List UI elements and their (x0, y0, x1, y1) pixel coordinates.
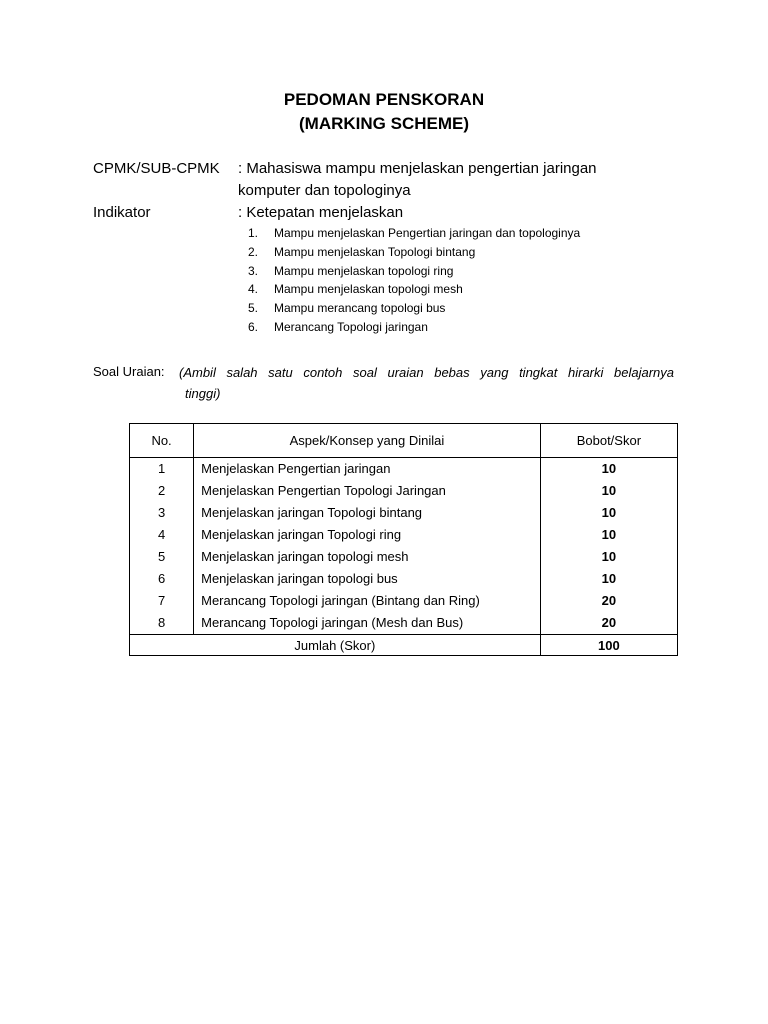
row-aspek: Menjelaskan jaringan Topologi ring (201, 527, 402, 542)
row-aspek: Menjelaskan jaringan topologi mesh (201, 549, 409, 564)
row-aspek: Menjelaskan jaringan topologi bus (201, 571, 398, 586)
indikator-item (238, 280, 580, 299)
row-bobot: 10 (601, 461, 617, 476)
row-aspek: Menjelaskan Pengertian Topologi Jaringan (201, 483, 446, 498)
row-bobot: 10 (601, 527, 617, 542)
indikator-item-number: 4. (248, 282, 259, 297)
document-title: PEDOMAN PENSKORAN (283, 90, 485, 109)
row-no: 5 (157, 549, 166, 564)
total-label: Jumlah (Skor) (130, 635, 541, 656)
table-header-row (130, 424, 678, 458)
indikator-list (238, 224, 580, 337)
indikator-item-number: 3. (248, 263, 259, 278)
soal-label: Soal Uraian: (93, 364, 165, 379)
soal-text-line1: (Ambil salah satu contoh soal uraian bebas yang tingkat hirarki belajarnya (179, 365, 674, 380)
indikator-item (238, 318, 580, 337)
row-bobot: 20 (601, 593, 617, 608)
row-no: 7 (157, 593, 166, 608)
row-bobot: 10 (601, 549, 617, 564)
row-aspek: Merancang Topologi jaringan (Mesh dan Bus) (201, 615, 464, 630)
total-value: 100 (540, 635, 677, 656)
indikator-item (238, 224, 580, 243)
indikator-item-number: 1. (248, 226, 259, 240)
row-aspek: Merancang Topologi jaringan (Bintang dan Ring) (201, 593, 480, 608)
indikator-item-text: Mampu merancang topologi bus (274, 301, 446, 316)
cpmk-value-line2: komputer dan topologinya (238, 182, 411, 199)
marking-table (129, 423, 678, 656)
indikator-item-number: 2. (248, 244, 259, 259)
indikator-item-text: Mampu menjelaskan topologi mesh (274, 282, 463, 297)
header-no: No. (130, 424, 194, 458)
aspek-column (194, 458, 541, 635)
header-bobot: Bobot/Skor (540, 424, 677, 458)
row-bobot: 10 (601, 483, 617, 498)
row-no: 8 (157, 615, 166, 630)
indikator-item-text: Mampu menjelaskan topologi ring (274, 263, 454, 278)
soal-text-line2: tinggi) (185, 386, 221, 401)
cpmk-value-line1: : Mahasiswa mampu menjelaskan pengertian jaringan (238, 160, 597, 177)
indikator-item-text: Mampu menjelaskan Topologi bintang (274, 244, 476, 259)
no-column (130, 458, 194, 635)
bobot-column (540, 458, 677, 635)
table-body-row (130, 458, 678, 635)
row-no: 2 (157, 483, 166, 498)
indikator-item-text: Mampu menjelaskan Pengertian jaringan dan topologinya (274, 226, 581, 240)
header-aspek: Aspek/Konsep yang Dinilai (194, 424, 541, 458)
indikator-item-number: 6. (248, 319, 259, 334)
row-aspek: Menjelaskan Pengertian jaringan (201, 461, 391, 476)
row-no: 4 (157, 527, 166, 542)
indikator-item-number: 5. (248, 301, 259, 316)
indikator-item (238, 262, 580, 281)
row-no: 6 (157, 571, 166, 586)
row-no: 3 (157, 505, 166, 520)
row-bobot: 10 (601, 571, 617, 586)
indikator-item (238, 243, 580, 262)
row-aspek: Menjelaskan jaringan Topologi bintang (201, 505, 423, 520)
row-no: 1 (157, 461, 166, 476)
row-bobot: 20 (601, 615, 617, 630)
indikator-value: : Ketepatan menjelaskan (238, 204, 404, 221)
indikator-item (238, 299, 580, 318)
table-total-row (130, 635, 678, 656)
indikator-item-text: Merancang Topologi jaringan (274, 319, 428, 334)
row-bobot: 10 (601, 505, 617, 520)
indikator-label: Indikator (93, 204, 151, 221)
document-subtitle: (MARKING SCHEME) (299, 114, 469, 133)
cpmk-label: CPMK/SUB-CPMK (93, 160, 220, 177)
